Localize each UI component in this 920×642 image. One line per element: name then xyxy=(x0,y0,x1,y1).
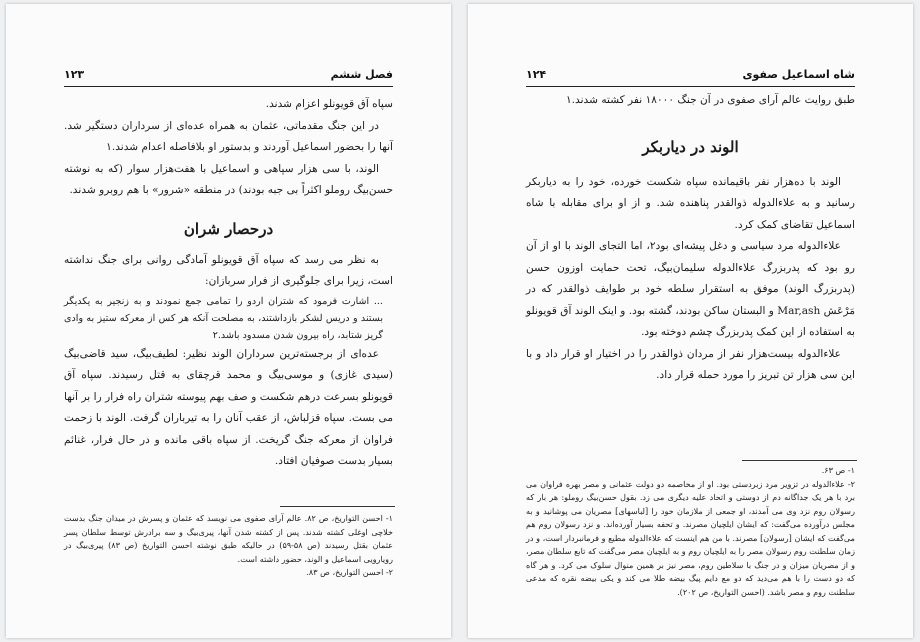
paragraph: علاءالدوله مرد سیاسی و دغل پیشه‌ای بود۲، اما التجای الوند با او از آن رو بود که پدربزرگ علاءالدوله سلیمان‌بیگ، تحت حمایت اوزون حسن (پدربزرگ الوند) موفق به استقرار سلطه خود بر طوایف ذوالقدر که در مَرْعَش Mar,ash و البستان ساکن بودند، گشته بود. و اینک الوند آق قویونلو به استفاده از این کمک پدربزرگ چشم دوخته بود. xyxy=(526,240,855,338)
footnotes xyxy=(526,464,855,599)
footnote: ۲- علاءالدوله در تزویر مرد زبردستی بود. او از مخاصمه دو دولت عثمانی و مصر بهره فراوان می برد با هر یک جداگانه دم از دوستی و اتحاد علیه دیگری می زد. بقول حسن‌بیگ روملو: هر بار که رسولان روم نزد وی می آمدند، او جمعی از ملازمان خود را [لباسهای] مصریان می پوشانید و به مجلس درآورده می‌گفت: که ایشان ایلچیان مصرند. و تحفه بسیار آورده‌اند. و نزد رسولان روم هم می‌گفت که ایشان [رسولان] مصرند. با من هم اینست که علاءالدوله مطیع و فرمانبردار است، و در زمان سلطنت روم رسولان مصر را به ایلچیان روم و به ایلچیان مصر می‌گفت که تابع سلطان مصر، و از مصریان میزان و در جنگ با سلاطین روم، مصر نیز بر همین منوال سلوک می کرد. و هر گاه که دو دست را با هم می‌دید که دو مع دایم پیگ بیضه طلا می کند و یکی بیضه نقره که مدعی سلطنت روم و مصر باشد. (احسن التواریخ، ص ۲۰۲). xyxy=(526,478,855,597)
paragraph: به نظر می رسد که سپاه آق قویونلو آمادگی روانی برای جنگ نداشته است، زیرا برای جلوگیری از فرار سربازان: xyxy=(64,253,393,287)
paragraph: طبق روایت عالم آرای صفوی در آن جنگ ۱۸۰۰۰ نفر کشته شدند.۱ xyxy=(565,94,855,106)
paragraph: علاءالدوله بیست‌هزار نفر از مردان ذوالقدر را در اختیار او قرار داد و با این سی هزار تن تبریز را مورد حمله قرار داد. xyxy=(526,347,855,381)
paragraph: سپاه آق قویونلو اعزام شدند. xyxy=(265,98,393,110)
footnotes xyxy=(64,512,393,580)
paragraph: در این جنگ مقدماتی، عثمان به همراه عده‌ای از سرداران دستگیر شد. آنها را بحضور اسماعیل آوردند و بدستور او بلافاصله اعدام شدند.۱ xyxy=(64,119,393,153)
paragraph: الوند، با سی هزار سپاهی و اسماعیل با هفت‌هزار سوار (که به نوشته حسن‌بیگ روملو اکثراً بی جبه بودند) در منطقه «شرور» با هم روبرو شدند. xyxy=(64,162,393,196)
page-header xyxy=(64,66,393,87)
footnote-divider xyxy=(280,506,395,507)
page-124 xyxy=(468,4,913,638)
running-title: شاه اسماعیل صفوی xyxy=(742,68,855,81)
page-body xyxy=(64,94,393,473)
running-title: فصل ششم xyxy=(330,68,393,81)
footnote-divider xyxy=(742,460,857,461)
footnote: ۱- ص ۶۳. xyxy=(821,465,855,475)
paragraph: الوند با ده‌هزار نفر باقیمانده سپاه شکست خورده، خود را به دیاربکر رسانید و به علاءالدوله ذوالقدر پناهنده شد. و از او برای مقابله با شاه اسماعیل تقاضای کمک کرد. xyxy=(526,175,855,231)
section-heading: الوند در دیاربکر xyxy=(642,137,739,156)
footnote: ۲- احسن التواریخ، ص ۸۳. xyxy=(306,567,393,577)
page-number: ۱۲۴ xyxy=(526,68,547,81)
paragraph: عده‌ای از برجسته‌ترین سرداران الوند نظیر: لطیف‌بیگ، سید قاضی‌بیگ (سیدی غازی) و موسی‌بیگ و محمد قرچقای به قتل رسیدند. سپاه آق قویونلو بسرعت درهم شکست و صف بهم پیوسته شتران راه فرار را بر آنها می بست. سپاه قزلباش، از عقب آنان را به تیرباران گرفت. الوند با زحمت فراوان از معرکه جنگ گریخت. از سپاه باقی مانده و در حال فرار، غنائم بسیار بدست صوفیان افتاد. xyxy=(64,347,393,467)
page-123 xyxy=(6,4,451,638)
page-body xyxy=(526,90,855,387)
block-quote: ... اشارت فرمود که شتران اردو را تمامی جمع نمودند و به زنجیر به یکدیگر بستند و دریس لشکر بازداشتند، به مصلحت آنکه هر کس از معرکه ستیز به وادی گریز شتابد، راه بیرون شدن مسدود باشد.۲ xyxy=(64,295,383,341)
footnote: ۱- احسن التواریخ، ص ۸۲. عالم آرای صفوی می نویسد که عثمان و پسرش در میدان جنگ بدست خلاچی اوغلی کشته شدند. پس از کشته شدن آنها، پیری‌بیگ و سه برادرش توسط سلطان پسر عثمان بقتل رسیدند (ص ۵۸-۵۹) در حالیکه طبق نوشته احسن التواریخ (ص ۸۳) پیری‌بیگ در رویارویی اسماعیل و الوند، حضور داشته است. xyxy=(64,513,394,564)
page-header xyxy=(526,66,855,87)
page-number: ۱۲۳ xyxy=(64,68,85,81)
section-heading: درحصار شران xyxy=(183,219,274,238)
